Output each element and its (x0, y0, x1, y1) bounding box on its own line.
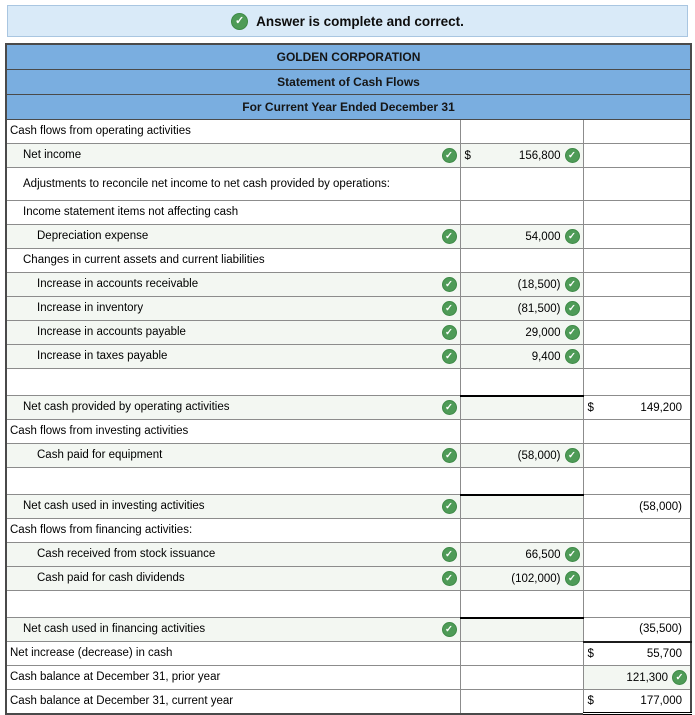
total-cell (583, 225, 691, 249)
table-row (6, 666, 691, 690)
row-label-cell (6, 420, 460, 444)
row-label: Cash flows from investing activities (10, 425, 189, 438)
amount-cell (460, 468, 583, 495)
total-cell (583, 396, 691, 420)
result-banner-text: Answer is complete and correct. (256, 13, 464, 29)
correct-check-icon: ✓ (442, 547, 457, 562)
amount-value: 121,300 (626, 671, 668, 684)
table-row (6, 369, 691, 396)
amount-cell (460, 273, 583, 297)
amount-cell (460, 225, 583, 249)
table-row (6, 444, 691, 468)
row-label: Changes in current assets and current liabilities (23, 254, 265, 267)
amount-cell (460, 345, 583, 369)
amount (584, 623, 691, 635)
row-label-cell (6, 543, 460, 567)
row-label: Cash received from stock issuance (37, 548, 216, 561)
amount (584, 402, 691, 414)
row-label: Net cash used in financing activities (23, 623, 206, 636)
row-label: Increase in taxes payable (37, 350, 168, 363)
amount (461, 571, 583, 586)
amount-cell (460, 567, 583, 591)
statement-name: Statement of Cash Flows (6, 70, 691, 95)
amount-value: (18,500) (517, 278, 561, 291)
amount (584, 501, 691, 513)
total-cell (583, 618, 691, 642)
table-row (6, 468, 691, 495)
amount-cell (460, 168, 583, 201)
total-cell (583, 666, 691, 690)
row-label: Cash balance at December 31, prior year (10, 671, 221, 684)
amount (461, 148, 583, 163)
row-label-cell (6, 321, 460, 345)
total-cell (583, 273, 691, 297)
row-label-cell (6, 225, 460, 249)
table-row (6, 519, 691, 543)
amount-value: (102,000) (511, 572, 561, 585)
amount (461, 301, 583, 316)
table-row (6, 120, 691, 144)
row-label: Increase in inventory (37, 302, 144, 315)
amount-value: 177,000 (640, 695, 682, 707)
amount-cell (460, 396, 583, 420)
amount (461, 277, 583, 292)
row-label-cell (6, 273, 460, 297)
statement-subtitle-row (6, 70, 691, 95)
amount-value: 55,700 (646, 647, 682, 660)
result-banner (7, 5, 688, 37)
table-row (6, 642, 691, 666)
correct-check-icon: ✓ (442, 571, 457, 586)
amount-cell (460, 249, 583, 273)
row-label-cell (6, 249, 460, 273)
row-label-cell (6, 642, 460, 666)
cash-flow-statement-table (5, 43, 692, 715)
row-label: Net cash provided by operating activities (23, 401, 230, 414)
row-label-cell (6, 396, 460, 420)
amount-cell (460, 519, 583, 543)
correct-check-icon: ✓ (565, 547, 580, 562)
amount (461, 325, 583, 340)
amount (584, 648, 691, 660)
row-label: Net cash used in investing activities (23, 500, 205, 513)
row-label: Cash paid for equipment (37, 449, 163, 462)
total-cell (583, 420, 691, 444)
table-row (6, 249, 691, 273)
table-row (6, 321, 691, 345)
correct-check-icon: ✓ (565, 349, 580, 364)
table-row (6, 273, 691, 297)
amount-value: 149,200 (640, 401, 682, 414)
row-label-cell (6, 690, 460, 714)
amount-cell (460, 618, 583, 642)
total-cell (583, 168, 691, 201)
row-label-cell (6, 120, 460, 144)
amount-value: 29,000 (525, 326, 561, 339)
table-row (6, 618, 691, 642)
total-cell (583, 120, 691, 144)
row-label: Increase in accounts receivable (37, 278, 199, 291)
amount-cell (460, 642, 583, 666)
amount-value: (58,000) (639, 500, 682, 513)
correct-check-icon: ✓ (565, 277, 580, 292)
table-row (6, 144, 691, 168)
currency-symbol: $ (587, 695, 594, 707)
total-cell (583, 444, 691, 468)
table-row (6, 591, 691, 618)
amount-cell (460, 690, 583, 714)
row-label: Net increase (decrease) in cash (10, 647, 173, 660)
amount-cell (460, 543, 583, 567)
amount-value: 9,400 (531, 350, 561, 363)
row-label: Adjustments to reconcile net income to net cash provided by operations: (23, 177, 390, 190)
amount (461, 547, 583, 562)
row-label-cell (6, 168, 460, 201)
total-cell (583, 345, 691, 369)
correct-check-icon: ✓ (442, 325, 457, 340)
amount-value: (35,500) (639, 623, 682, 636)
amount-value: 156,800 (518, 149, 561, 162)
correct-check-icon: ✓ (442, 499, 457, 514)
correct-check-icon: ✓ (442, 301, 457, 316)
table-row (6, 567, 691, 591)
row-label-cell (6, 144, 460, 168)
statement-period-row (6, 95, 691, 120)
total-cell (583, 591, 691, 618)
correct-check-icon: ✓ (672, 670, 687, 685)
row-label: Income statement items not affecting cash (23, 206, 239, 219)
table-row (6, 690, 691, 714)
row-label-cell (6, 495, 460, 519)
row-label-cell (6, 369, 460, 396)
statement-title-row (6, 44, 691, 70)
row-label: Cash flows from operating activities (10, 125, 191, 138)
total-cell (583, 468, 691, 495)
row-label-cell (6, 468, 460, 495)
row-label: Cash flows from financing activities: (10, 524, 193, 537)
total-cell (583, 519, 691, 543)
amount (584, 695, 691, 707)
correct-check-icon: ✓ (442, 277, 457, 292)
table-row (6, 345, 691, 369)
total-cell (583, 690, 691, 714)
row-label: Cash paid for cash dividends (37, 572, 185, 585)
correct-check-icon: ✓ (565, 148, 580, 163)
correct-check-icon: ✓ (442, 622, 457, 637)
amount-value: 54,000 (525, 230, 561, 243)
table-row (6, 543, 691, 567)
row-label-cell (6, 297, 460, 321)
correct-check-icon: ✓ (442, 229, 457, 244)
table-row (6, 201, 691, 225)
correct-check-icon: ✓ (442, 148, 457, 163)
total-cell (583, 642, 691, 666)
row-label-cell (6, 567, 460, 591)
amount-value: 66,500 (525, 548, 561, 561)
amount (461, 448, 583, 463)
amount-cell (460, 201, 583, 225)
row-label: Cash balance at December 31, current year (10, 694, 234, 707)
row-label-cell (6, 591, 460, 618)
currency-symbol: $ (587, 647, 594, 660)
row-label-cell (6, 666, 460, 690)
total-cell (583, 201, 691, 225)
amount-cell (460, 420, 583, 444)
total-cell (583, 495, 691, 519)
amount-value: (58,000) (517, 449, 561, 462)
amount (461, 349, 583, 364)
amount-cell (460, 297, 583, 321)
correct-check-icon: ✓ (442, 400, 457, 415)
table-row (6, 168, 691, 201)
statement-period: For Current Year Ended December 31 (6, 95, 691, 120)
amount-cell (460, 666, 583, 690)
table-row (6, 420, 691, 444)
amount (461, 229, 583, 244)
total-cell (583, 321, 691, 345)
correct-check-icon: ✓ (565, 448, 580, 463)
currency-symbol: $ (464, 149, 471, 162)
amount-cell (460, 591, 583, 618)
correct-check-icon: ✓ (565, 229, 580, 244)
correct-check-icon: ✓ (565, 325, 580, 340)
amount-cell (460, 444, 583, 468)
amount (584, 670, 691, 685)
amount-cell (460, 120, 583, 144)
row-label-cell (6, 444, 460, 468)
table-row (6, 297, 691, 321)
amount-cell (460, 144, 583, 168)
correct-check-icon: ✓ (442, 349, 457, 364)
row-label-cell (6, 345, 460, 369)
total-cell (583, 543, 691, 567)
row-label: Net income (23, 149, 82, 162)
row-label-cell (6, 519, 460, 543)
amount-cell (460, 321, 583, 345)
table-row (6, 495, 691, 519)
total-cell (583, 144, 691, 168)
table-row (6, 225, 691, 249)
total-cell (583, 249, 691, 273)
row-label-cell (6, 201, 460, 225)
check-circle-icon: ✓ (231, 13, 248, 30)
correct-check-icon: ✓ (442, 448, 457, 463)
row-label-cell (6, 618, 460, 642)
total-cell (583, 297, 691, 321)
currency-symbol: $ (587, 401, 594, 414)
amount-cell (460, 495, 583, 519)
total-cell (583, 369, 691, 396)
amount-value: (81,500) (517, 302, 561, 315)
company-name: GOLDEN CORPORATION (6, 44, 691, 70)
amount-cell (460, 369, 583, 396)
row-label: Increase in accounts payable (37, 326, 186, 339)
correct-check-icon: ✓ (565, 301, 580, 316)
table-row (6, 396, 691, 420)
correct-check-icon: ✓ (565, 571, 580, 586)
row-label: Depreciation expense (37, 230, 149, 243)
total-cell (583, 567, 691, 591)
